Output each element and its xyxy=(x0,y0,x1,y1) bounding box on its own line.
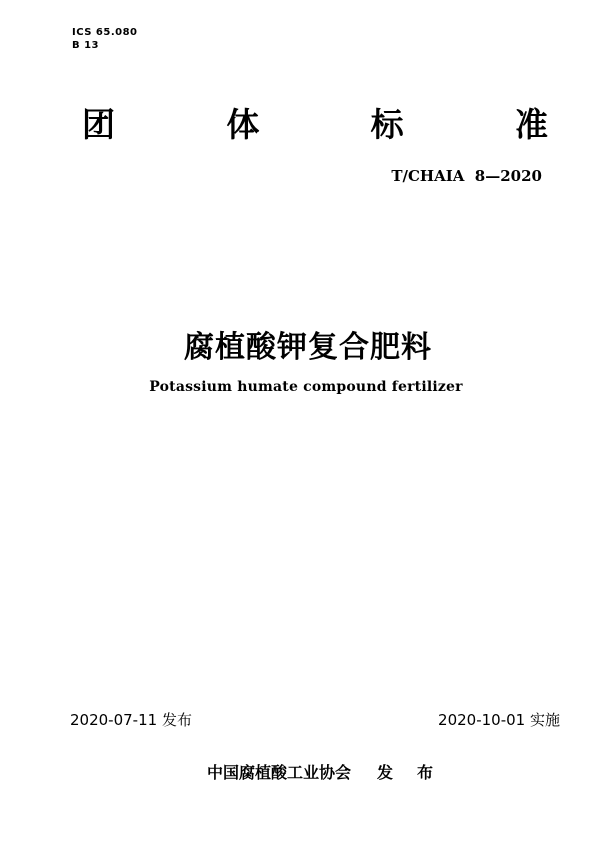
publish-date: 2020-07-11 发布 xyxy=(70,711,192,729)
ics-classification-block xyxy=(72,26,138,52)
dates-row xyxy=(70,711,560,729)
doc-type-char: 团 xyxy=(82,105,115,144)
issuer-row xyxy=(22,760,600,783)
standard-number: T/CHAIA 8—2020 xyxy=(391,167,542,185)
doc-type-char: 准 xyxy=(514,105,548,144)
issuer-name: 中国腐植酸工业协会 xyxy=(206,763,351,782)
doc-type-char: 体 xyxy=(226,105,260,144)
document-title-en: Potassium humate compound fertilizer xyxy=(149,379,463,395)
issue-action-label: 发 布 xyxy=(377,763,438,782)
implement-date: 2020-10-01 实施 xyxy=(438,711,560,729)
ics-class-code: B 13 xyxy=(72,40,100,51)
ics-code: ICS 65.080 xyxy=(72,27,138,38)
doc-type-title xyxy=(82,105,548,144)
doc-type-char: 标 xyxy=(370,105,404,144)
document-title-cn: 腐植酸钾复合肥料 xyxy=(184,330,432,365)
